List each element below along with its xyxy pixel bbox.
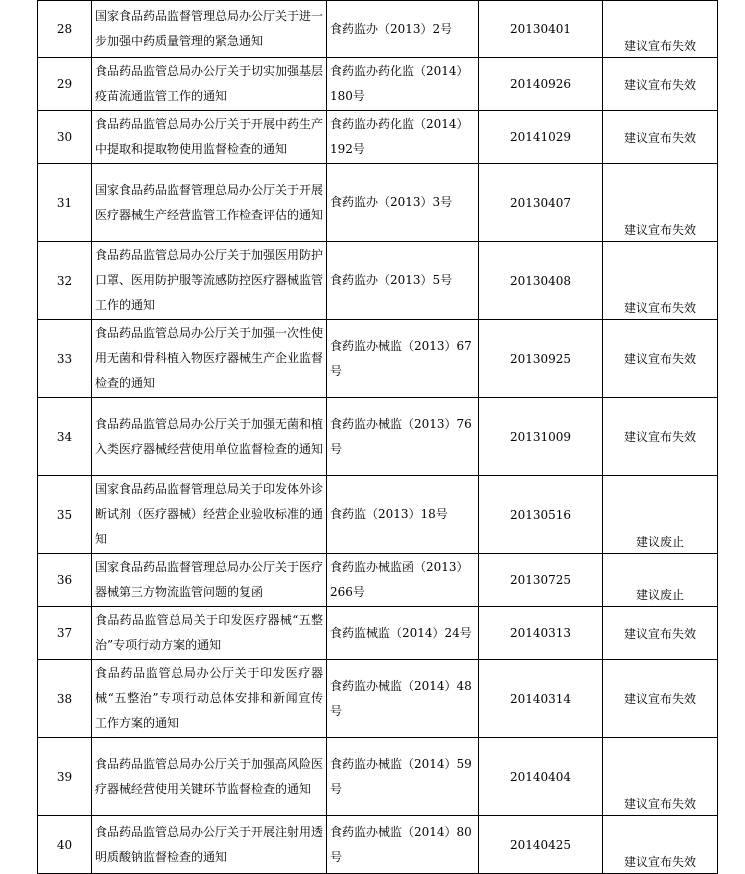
- status-cell: [603, 816, 718, 874]
- table-row: [38, 476, 718, 554]
- document-title: 食品药品监管总局办公厅关于开展中药生产中提取和提取物使用监督检查的通知: [92, 111, 327, 164]
- status-cell: [603, 476, 718, 554]
- row-number: 31: [38, 164, 92, 242]
- document-number: 食药监办械监（2014）80号: [327, 816, 479, 874]
- document-title: 食品药品监管总局办公厅关于加强高风险医疗器械经营使用关键环节监督检查的通知: [92, 738, 327, 816]
- document-title: 国家食品药品监督管理总局办公厅关于进一步加强中药质量管理的紧急通知: [92, 1, 327, 58]
- document-number: 食药监办（2013）5号: [327, 242, 479, 320]
- status-cell: [603, 58, 718, 111]
- status-cell: [603, 164, 718, 242]
- document-number: 食药监办械监（2014）48号: [327, 660, 479, 738]
- issue-date: 20130408: [479, 242, 603, 320]
- row-number: 29: [38, 58, 92, 111]
- table-row: [38, 816, 718, 874]
- status-text: 建议废止: [635, 535, 684, 549]
- status-text: 建议宣布失效: [623, 301, 696, 315]
- issue-date: 20130725: [479, 554, 603, 607]
- issue-date: 20130407: [479, 164, 603, 242]
- issue-date: 20140926: [479, 58, 603, 111]
- table-row: [38, 58, 718, 111]
- row-number: 37: [38, 607, 92, 660]
- document-number: 食药监（2013）18号: [327, 476, 479, 554]
- document-title: 食品药品监管总局办公厅关于加强无菌和植入类医疗器械经营使用单位监督检查的通知: [92, 398, 327, 476]
- issue-date: 20141029: [479, 111, 603, 164]
- status-text: 建议宣布失效: [623, 855, 696, 869]
- regulation-table: [37, 0, 718, 874]
- status-cell: [603, 660, 718, 738]
- issue-date: 20130401: [479, 1, 603, 58]
- issue-date: 20140404: [479, 738, 603, 816]
- status-text: 建议废止: [635, 588, 684, 602]
- issue-date: 20140313: [479, 607, 603, 660]
- issue-date: 20140425: [479, 816, 603, 874]
- row-number: 39: [38, 738, 92, 816]
- issue-date: 20131009: [479, 398, 603, 476]
- table-row: [38, 111, 718, 164]
- status-cell: [603, 320, 718, 398]
- issue-date: 20130925: [479, 320, 603, 398]
- document-title: 食品药品监管总局办公厅关于开展注射用透明质酸钠监督检查的通知: [92, 816, 327, 874]
- status-text: 建议宣布失效: [623, 223, 696, 237]
- status-cell: [603, 738, 718, 816]
- document-title: 食品药品监管总局办公厅关于切实加强基层疫苗流通监管工作的通知: [92, 58, 327, 111]
- row-number: 28: [38, 1, 92, 58]
- document-title: 食品药品监管总局办公厅关于加强医用防护口罩、医用防护服等流感防控医疗器械监管工作的通知: [92, 242, 327, 320]
- status-cell: [603, 1, 718, 58]
- issue-date: 20130516: [479, 476, 603, 554]
- table-row: [38, 554, 718, 607]
- table-row: [38, 738, 718, 816]
- table-row: [38, 607, 718, 660]
- document-title: 国家食品药品监督管理总局办公厅关于医疗器械第三方物流监管问题的复函: [92, 554, 327, 607]
- row-number: 38: [38, 660, 92, 738]
- document-number: 食药监办（2013）2号: [327, 1, 479, 58]
- document-number: 食药监办药化监（2014）180号: [327, 58, 479, 111]
- document-title: 食品药品监管总局办公厅关于印发医疗器械“五整治”专项行动总体安排和新闻宣传工作方案的通知: [92, 660, 327, 738]
- status-text: 建议宣布失效: [623, 692, 696, 706]
- row-number: 34: [38, 398, 92, 476]
- status-cell: [603, 398, 718, 476]
- document-number: 食药监办（2013）3号: [327, 164, 479, 242]
- status-text: 建议宣布失效: [623, 430, 696, 444]
- row-number: 33: [38, 320, 92, 398]
- document-title: 国家食品药品监督管理总局关于印发体外诊断试剂（医疗器械）经营企业验收标准的通知: [92, 476, 327, 554]
- document-number: 食药监办械监（2013）76号: [327, 398, 479, 476]
- table-row: [38, 320, 718, 398]
- status-text: 建议宣布失效: [623, 352, 696, 366]
- table-row: [38, 1, 718, 58]
- document-number: 食药监办械监（2014）59号: [327, 738, 479, 816]
- row-number: 30: [38, 111, 92, 164]
- table-row: [38, 660, 718, 738]
- status-cell: [603, 554, 718, 607]
- document-title: 食品药品监管总局办公厅关于加强一次性使用无菌和骨科植入物医疗器械生产企业监督检查的通知: [92, 320, 327, 398]
- document-number: 食药监械监（2014）24号: [327, 607, 479, 660]
- status-cell: [603, 607, 718, 660]
- document-title: 国家食品药品监督管理总局办公厅关于开展医疗器械生产经营监管工作检查评估的通知: [92, 164, 327, 242]
- document-number: 食药监办械监函（2013）266号: [327, 554, 479, 607]
- table-row: [38, 242, 718, 320]
- issue-date: 20140314: [479, 660, 603, 738]
- row-number: 32: [38, 242, 92, 320]
- row-number: 36: [38, 554, 92, 607]
- row-number: 35: [38, 476, 92, 554]
- status-text: 建议宣布失效: [623, 626, 696, 641]
- table-row: [38, 164, 718, 242]
- status-text: 建议宣布失效: [623, 39, 696, 53]
- status-text: 建议宣布失效: [623, 797, 696, 811]
- table-row: [38, 398, 718, 476]
- status-cell: [603, 242, 718, 320]
- status-text: 建议宣布失效: [623, 77, 696, 92]
- status-cell: [603, 111, 718, 164]
- document-title: 食品药品监管总局关于印发医疗器械“五整治”专项行动方案的通知: [92, 607, 327, 660]
- row-number: 40: [38, 816, 92, 874]
- status-text: 建议宣布失效: [623, 130, 696, 145]
- document-number: 食药监办药化监（2014）192号: [327, 111, 479, 164]
- document-number: 食药监办械监（2013）67号: [327, 320, 479, 398]
